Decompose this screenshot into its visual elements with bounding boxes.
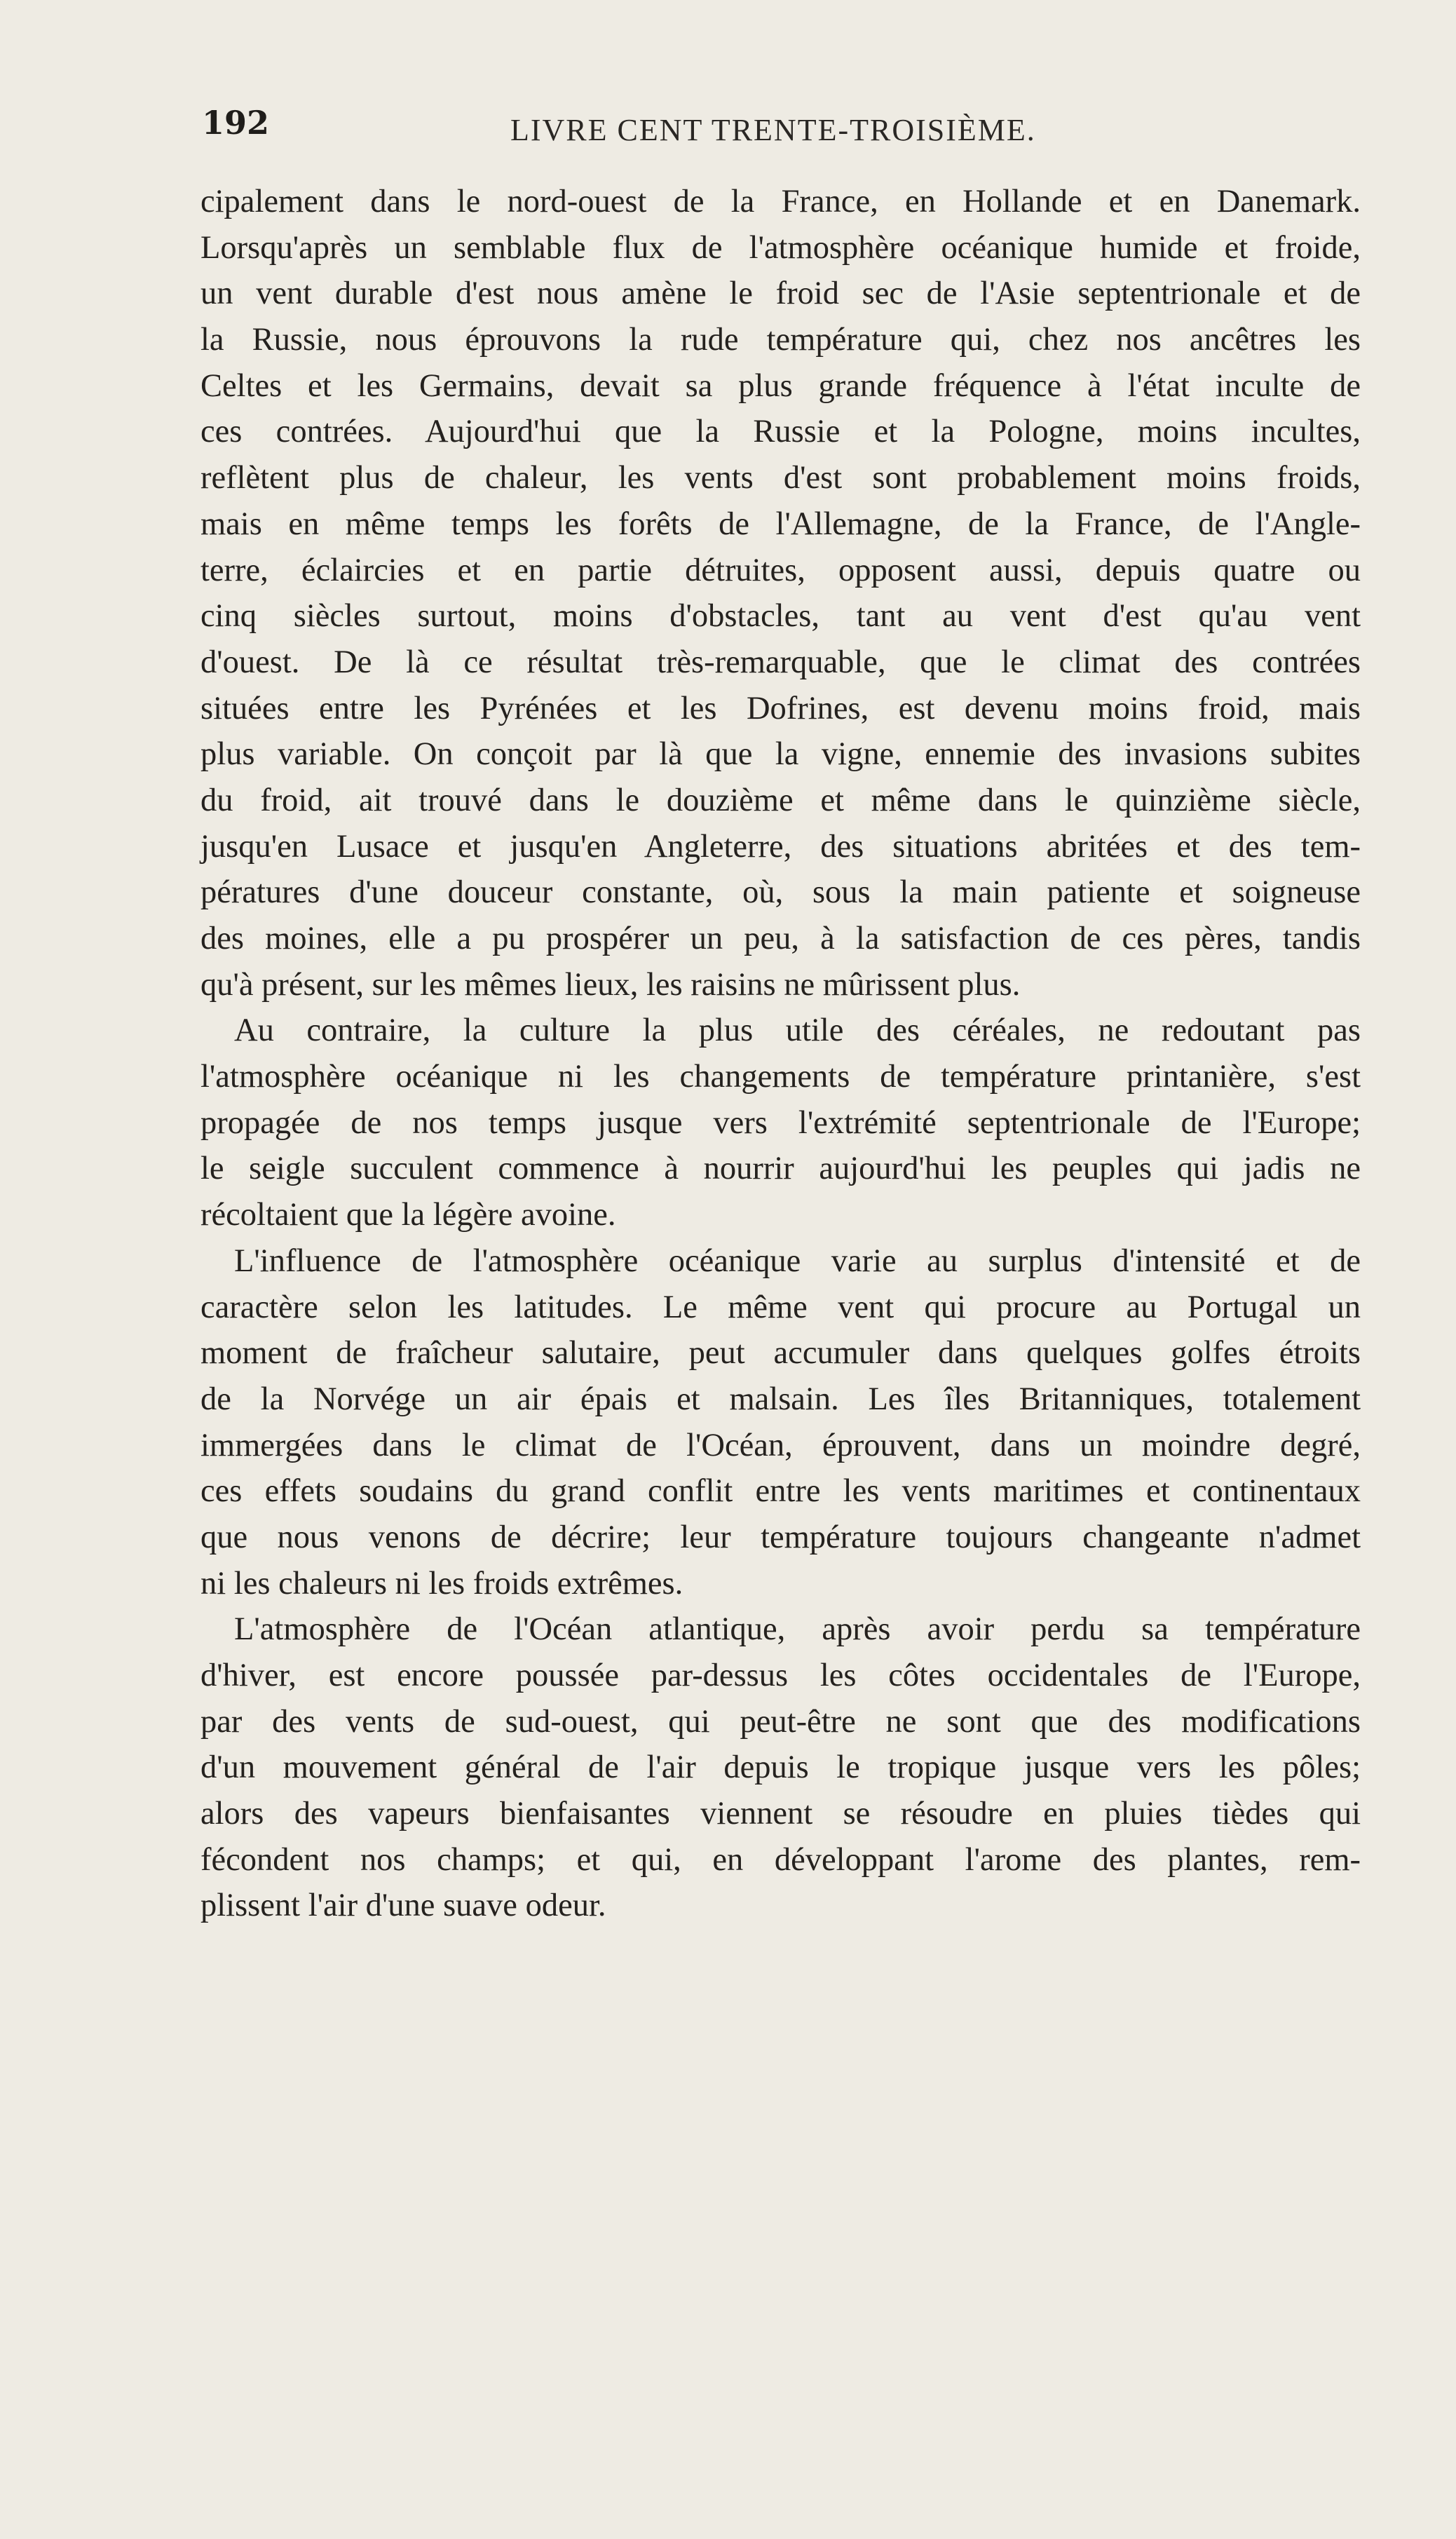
- text-line: du froid, ait trouvé dans le douzième et même dans le quinzième siècle,: [200, 782, 1361, 818]
- text-line: fécondent nos champs; et qui, en développant l'arome des plantes, rem-: [200, 1841, 1361, 1878]
- text-line: caractère selon les latitudes. Le même vent qui procure au Portugal un: [200, 1289, 1361, 1325]
- paragraph: [200, 179, 1361, 1008]
- text-line: Celtes et les Germains, devait sa plus grande fréquence à l'état inculte de: [200, 367, 1361, 404]
- page-number: 192: [202, 104, 270, 142]
- text-line: reflètent plus de chaleur, les vents d'est sont probablement moins froids,: [200, 460, 1361, 496]
- text-line: récoltaient que la légère avoine.: [200, 1197, 616, 1233]
- text-line: ni les chaleurs ni les froids extrêmes.: [200, 1565, 683, 1602]
- text-line: cinq siècles surtout, moins d'obstacles, tant au vent d'est qu'au vent: [200, 598, 1361, 635]
- text-line: ces contrées. Aujourd'hui que la Russie et la Pologne, moins incultes,: [200, 414, 1361, 450]
- text-line: jusqu'en Lusace et jusqu'en Angleterre, des situations abritées et des tem-: [200, 828, 1361, 865]
- text-line: plissent l'air d'une suave odeur.: [200, 1888, 606, 1924]
- text-line: d'un mouvement général de l'air depuis le tropique jusque vers les pôles;: [200, 1749, 1361, 1786]
- text-line: la Russie, nous éprouvons la rude température qui, chez nos ancêtres les: [200, 322, 1361, 358]
- text-line: d'ouest. De là ce résultat très-remarquable, que le climat des contrées: [200, 644, 1361, 680]
- text-line: L'atmosphère de l'Océan atlantique, après avoir perdu sa température: [234, 1611, 1361, 1648]
- text-line: le seigle succulent commence à nourrir aujourd'hui les peuples qui jadis ne: [200, 1151, 1361, 1187]
- text-line: que nous venons de décrire; leur température toujours changeante n'admet: [200, 1519, 1361, 1555]
- paragraph: [200, 1606, 1361, 1929]
- text-line: par des vents de sud-ouest, qui peut-être ne sont que des modifications: [200, 1703, 1361, 1740]
- text-line: des moines, elle a pu prospérer un peu, à la satisfaction de ces pères, tandis: [200, 921, 1361, 956]
- text-line: moment de fraîcheur salutaire, peut accumuler dans quelques golfes étroits: [200, 1335, 1361, 1372]
- text-line: alors des vapeurs bienfaisantes viennent se résoudre en pluies tièdes qui: [200, 1796, 1361, 1832]
- text-line: propagée de nos temps jusque vers l'extrémité septentrionale de l'Europe;: [200, 1104, 1361, 1141]
- text-line: cipalement dans le nord-ouest de la France, en Hollande et en Danemark.: [200, 184, 1361, 219]
- text-line: L'influence de l'atmosphère océanique varie au surplus d'intensité et de: [234, 1243, 1361, 1279]
- paragraph: [200, 1008, 1361, 1238]
- paragraph: [200, 1238, 1361, 1607]
- text-line: pératures d'une douceur constante, où, sous la main patiente et soigneuse: [200, 874, 1361, 911]
- text-line: qu'à présent, sur les mêmes lieux, les raisins ne mûrissent plus.: [200, 966, 1021, 1003]
- body-text: [200, 179, 1361, 1929]
- text-line: Lorsqu'après un semblable flux de l'atmosphère océanique humide et froide,: [200, 229, 1361, 266]
- text-line: d'hiver, est encore poussée par-dessus les côtes occidentales de l'Europe,: [200, 1658, 1361, 1693]
- text-line: mais en même temps les forêts de l'Allemagne, de la France, de l'Angle-: [200, 506, 1361, 542]
- text-line: ces effets soudains du grand conflit entre les vents maritimes et continentaux: [200, 1473, 1361, 1510]
- text-line: situées entre les Pyrénées et les Dofrines, est devenu moins froid, mais: [200, 690, 1361, 726]
- running-head: LIVRE CENT TRENTE-TROISIÈME.: [510, 113, 1036, 147]
- text-line: plus variable. On conçoit par là que la vigne, ennemie des invasions subites: [200, 736, 1361, 773]
- text-line: de la Norvége un air épais et malsain. Les îles Britanniques, totalement: [200, 1381, 1361, 1417]
- text-line: terre, éclaircies et en partie détruites, opposent aussi, depuis quatre ou: [200, 552, 1361, 588]
- page-header: [202, 104, 1366, 153]
- text-line: un vent durable d'est nous amène le froid sec de l'Asie septentrionale et de: [200, 276, 1361, 312]
- text-line: Au contraire, la culture la plus utile des céréales, ne redoutant pas: [234, 1013, 1361, 1049]
- text-line: l'atmosphère océanique ni les changements de température printanière, s'est: [200, 1059, 1361, 1095]
- text-line: immergées dans le climat de l'Océan, éprouvent, dans un moindre degré,: [200, 1427, 1361, 1463]
